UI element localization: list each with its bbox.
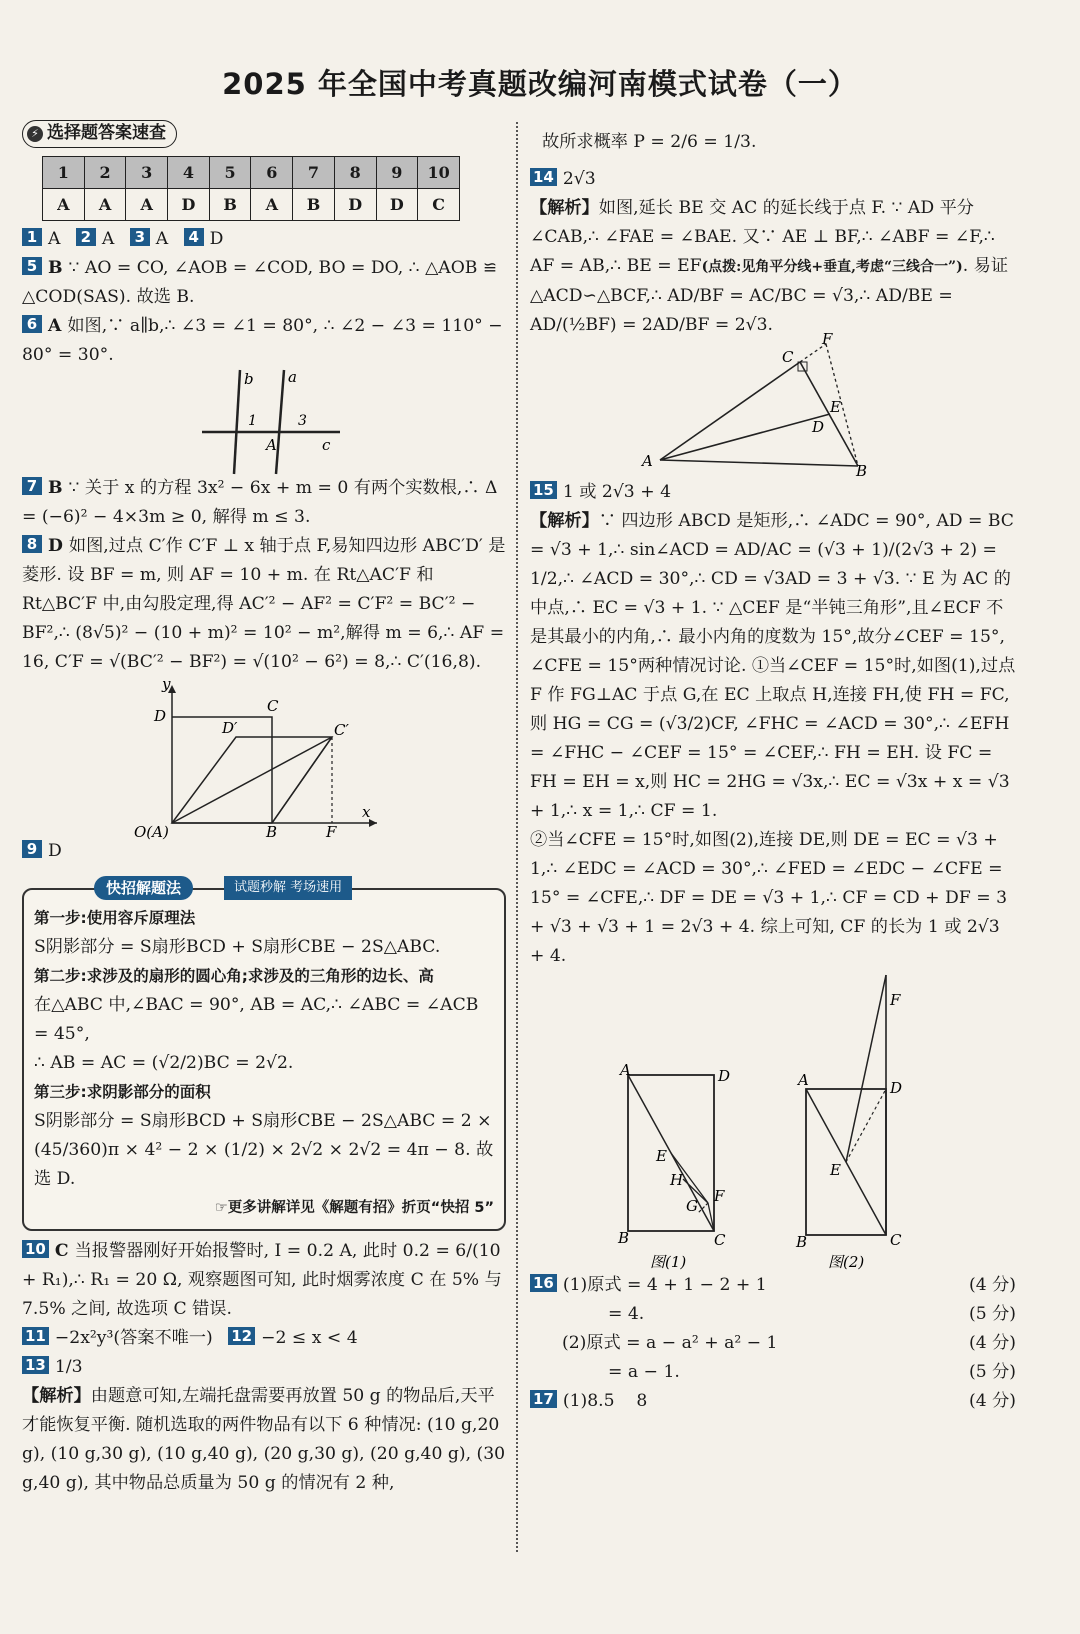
- question-number: 11: [22, 1327, 49, 1345]
- q9: [22, 837, 506, 866]
- step-2-text-a: 在△ABC 中,∠BAC = 90°, AB = AC,∴ ∠ABC = ∠ACB = 45°,: [34, 994, 479, 1044]
- answer: −2x²y³(答案不唯一): [54, 1327, 213, 1348]
- label-A: A: [266, 435, 277, 454]
- label-b: b: [244, 369, 254, 388]
- table-cell: C: [418, 188, 460, 220]
- answer: D: [209, 228, 224, 249]
- label-C-prime: C′: [334, 720, 349, 739]
- quick-answers-title: 选择题答案速查: [47, 123, 166, 143]
- fig2-caption: 图(2): [828, 1253, 865, 1271]
- label-D-prime: D′: [222, 718, 238, 737]
- fig2-label-B: B: [796, 1233, 808, 1251]
- q15-solution: [530, 507, 1016, 826]
- question-number: 9: [22, 840, 42, 858]
- answer-table-answers: [43, 188, 460, 220]
- answer: (1)8.5 8: [562, 1391, 648, 1411]
- solution-text: 如图,延长 BE 交 AC 的延长线于点 F. ∵ AD 平分 ∠CAB,∴ ∠FAE = ∠BAE. 又∵ AE ⊥ BF,∴ ∠ABF = ∠F,∴ AF = AB,∴ BE = EF: [530, 198, 995, 276]
- fig2-label-E: E: [830, 1161, 841, 1179]
- answer: A: [101, 228, 115, 249]
- q8: [22, 532, 506, 677]
- figure-q6: [22, 367, 506, 474]
- table-cell: 10: [418, 156, 460, 188]
- label-F: F: [822, 330, 833, 348]
- fig1-caption: 图(1): [650, 1253, 687, 1271]
- score: (5 分): [969, 1362, 1016, 1382]
- label-1: 1: [248, 412, 257, 429]
- step-text: (1)原式 = 4 + 1 − 2 + 1: [562, 1275, 767, 1295]
- answer-table: [42, 156, 460, 221]
- solution-text: 由题意可知,左端托盘需要再放置 50 g 的物品后,天平才能恢复平衡. 随机选取的两件物品有以下 6 种情况: (10 g,20 g), (10 g,30 g), (10 g,40 g), (20 g,30 g), (20 g,40 g), (30 g,40 g), 其中物品总质量为 50 g 的情况有 2 种,: [22, 1385, 506, 1493]
- q13: [22, 1353, 506, 1382]
- score: (4 分): [969, 1275, 1016, 1295]
- q16-line4: [530, 1358, 1016, 1387]
- solution-text: 如图,∵ a∥b,∴ ∠3 = ∠1 = 80°, ∴ ∠2 − ∠3 = 110° − 80° = 30°.: [22, 315, 503, 365]
- label-O: O(A): [134, 822, 169, 841]
- label-A: A: [642, 452, 653, 470]
- label-3: 3: [298, 412, 307, 429]
- question-number: 13: [22, 1356, 49, 1374]
- figure-q8: [22, 674, 506, 841]
- answer: A: [155, 228, 169, 249]
- answer: C: [54, 1240, 69, 1261]
- formula-1: S阴影部分 = S扇形BCD + S扇形CBE − 2S△ABC.: [34, 936, 441, 957]
- fig2-label-C: C: [890, 1231, 902, 1249]
- q13-solution: [22, 1382, 506, 1498]
- table-cell: 1: [43, 156, 85, 188]
- step-2-text-b: ∴ AB = AC = (√2/2)BC = 2√2.: [34, 1052, 294, 1073]
- table-cell: B: [209, 188, 251, 220]
- q17: [530, 1387, 1016, 1416]
- step-text: = a − 1.: [608, 1362, 680, 1382]
- fig2-label-F: F: [890, 991, 901, 1009]
- q14-solution: [530, 194, 1016, 340]
- q13-conclusion: 故所求概率 P = 2/6 = 1/3.: [542, 132, 757, 152]
- quick-method-footnote: [34, 1194, 494, 1223]
- table-cell: A: [43, 188, 85, 220]
- q14: [530, 165, 1016, 194]
- table-cell: 9: [376, 156, 418, 188]
- table-cell: D: [376, 188, 418, 220]
- left-column: [22, 118, 506, 1498]
- label-B: B: [856, 462, 868, 480]
- step-text: (2)原式 = a − a² + a² − 1: [562, 1333, 778, 1353]
- q11-q12: [22, 1324, 506, 1353]
- label-y: y: [162, 674, 171, 693]
- fig1-label-E: E: [656, 1147, 667, 1165]
- fig1-label-G: G: [686, 1197, 698, 1215]
- fig1-label-D: D: [718, 1067, 731, 1085]
- column-divider: [516, 122, 518, 1552]
- answer: A: [48, 228, 61, 249]
- label-D: D: [154, 706, 167, 725]
- answer: 1/3: [54, 1356, 83, 1377]
- answer: A: [48, 315, 62, 336]
- table-cell: 7: [293, 156, 335, 188]
- answer: 1 或 2√3 + 4: [562, 482, 672, 502]
- q10: [22, 1237, 506, 1324]
- fig2-label-D: D: [890, 1079, 903, 1097]
- q16-line2: [530, 1300, 1016, 1329]
- question-number: 14: [530, 168, 557, 186]
- fig1-label-C: C: [714, 1231, 726, 1249]
- question-number: 10: [22, 1240, 49, 1258]
- analysis-tag: 【解析】: [22, 1385, 91, 1406]
- table-cell: 8: [334, 156, 376, 188]
- page-title: 2025 年全国中考真题改编河南模式试卷（一）: [222, 67, 858, 101]
- answer: D: [48, 840, 62, 861]
- q15-solution-part2: ②当∠CFE = 15°时,如图(2),连接 DE,则 DE = EC = √3 + 1,∴ ∠EDC = ∠ACD = 30°,∴ ∠FED = ∠EDC − ∠CFE = 15° = ∠CFE,∴ DF = DE = √3 + 1,∴ CF = CD + DF = 3 + √3 + √3 + 1 = 2√3 + 4. 综上可知, CF 的长为 1 或 2√3 + 4.: [530, 830, 1008, 966]
- table-cell: 3: [126, 156, 168, 188]
- score: (4 分): [969, 1333, 1016, 1353]
- step-3: 第三步:求阴影部分的面积: [34, 1082, 211, 1101]
- solution-text: ∵ AO = CO, ∠AOB = ∠COD, BO = DO, ∴ △AOB ≌ △COD(SAS). 故选 B.: [22, 257, 498, 307]
- question-number: 3: [130, 228, 150, 246]
- q1-4-answers: [22, 225, 506, 254]
- answer: D: [48, 535, 63, 556]
- question-number: 17: [530, 1390, 557, 1408]
- step-2: 第二步:求涉及的扇形的圆心角;求涉及的三角形的边长、高: [34, 966, 434, 985]
- table-cell: A: [126, 188, 168, 220]
- label-c: c: [322, 435, 331, 454]
- quick-method-box: [22, 878, 506, 1231]
- answer: 2√3: [562, 169, 596, 189]
- step-text: = 4.: [608, 1304, 645, 1324]
- answer: −2 ≤ x < 4: [261, 1327, 358, 1348]
- question-number: 7: [22, 477, 42, 495]
- q16-line1: [530, 1271, 1016, 1300]
- label-D: D: [812, 418, 825, 436]
- solution-text: 当报警器刚好开始报警时, I = 0.2 A, 此时 0.2 = 6/(10 + R₁),∴ R₁ = 20 Ω, 观察题图可知, 此时烟雾浓度 C 在 5% 与 7.5% 之间, 故选项 C 错误.: [22, 1240, 502, 1319]
- question-number: 8: [22, 535, 42, 553]
- score: (5 分): [969, 1304, 1016, 1324]
- question-number: 12: [228, 1327, 255, 1345]
- answer: B: [48, 257, 63, 278]
- table-cell: D: [334, 188, 376, 220]
- fig1-label-F: F: [714, 1187, 725, 1205]
- right-column: [530, 128, 1016, 1416]
- question-number: 2: [76, 228, 96, 246]
- solution-text: 如图,过点 C′作 C′F ⊥ x 轴于点 F,易知四边形 ABC′D′ 是菱形. 设 BF = m, 则 AF = 10 + m. 在 Rt△AC′F 和 Rt△BC′F 中,由勾股定理,得 AC′² − AF² = C′F² = BC′² − BF²,∴ (8√5)² − (10 + m)² = 10² − m²,解得 m = 6,∴ AF = 16, C′F = √(BC′² − BF²) = √(10² − 6²) = 8,∴ C′(16,8).: [22, 535, 506, 672]
- analysis-tag: 【解析】: [530, 198, 599, 218]
- answer-table-numbers: [43, 156, 460, 188]
- table-cell: 6: [251, 156, 293, 188]
- analysis-tag: 【解析】: [530, 511, 599, 531]
- q5: [22, 254, 506, 312]
- q16-line3: [530, 1329, 1016, 1358]
- quick-method-label: 快招解题法: [94, 876, 193, 900]
- label-C: C: [782, 348, 794, 366]
- fig1-label-B: B: [618, 1229, 630, 1247]
- question-number: 15: [530, 481, 557, 499]
- solution-text: ∵ 关于 x 的方程 3x² − 6x + m = 0 有两个实数根,∴ Δ = (−6)² − 4×3m ≥ 0, 解得 m ≤ 3.: [22, 477, 498, 527]
- step-1: 第一步:使用容斥原理法: [34, 908, 196, 927]
- label-B: B: [266, 822, 278, 841]
- solution-text-2: . 易证△ACD∽△BCF,∴ AD/BF = AC/BC = √3,∴ AD/BE = AD/(½BF) = 2AD/BF = 2√3.: [530, 256, 1009, 335]
- table-cell: 5: [209, 156, 251, 188]
- question-number: 4: [184, 228, 204, 246]
- label-a: a: [288, 367, 297, 386]
- table-cell: A: [251, 188, 293, 220]
- formula-3: S阴影部分 = S扇形BCD + S扇形CBE − 2S△ABC = 2 × (45/360)π × 4² − 2 × (1/2) × 2√2 × 2√2 = 4π − 8. 故选 D.: [34, 1110, 494, 1189]
- fig1-label-H: H: [670, 1171, 684, 1189]
- question-number: 6: [22, 315, 42, 333]
- table-cell: A: [84, 188, 126, 220]
- label-x: x: [362, 802, 371, 821]
- solution-text: ∵ 四边形 ABCD 是矩形,∴ ∠ADC = 90°, AD = BC = √3 + 1,∴ sin∠ACD = AD/AC = (√3 + 1)/(2√3 + 2) = 1/2,∴ ∠ACD = 30°,∴ CD = √3AD = 3 + √3. ∵ E 为 AC 的中点,∴ EC = √3 + 1. ∵ △CEF 是“半钝三角形”,且∠ECF 不是其最小的内角,∴ 最小内角的度数为 15°,故分∠CEF = 15°, ∠CFE = 15°两种情况讨论. ①当∠CEF = 15°时,如图(1),过点 F 作 FG⊥AC 于点 G,在 EC 上取点 H,连接 FH,使 FH = FC,则 HG = CG = (√3/2)CF, ∠FHC = ∠ACD = 30°,∴ ∠EFH = ∠FHC − ∠CEF = 15° = ∠CEF,∴ FH = EH. 设 FC = FH = EH = x,则 HC = 2HG = √3x,∴ EC = √3x + x = √3 + 1,∴ x = 1,∴ CF = 1.: [530, 511, 1016, 821]
- question-number: 5: [22, 257, 42, 275]
- hint-note: (点拨:见角平分线+垂直,考虑“三线合一”): [701, 259, 963, 275]
- table-cell: D: [168, 188, 210, 220]
- hand-pointer-icon: ☞: [214, 1199, 228, 1216]
- label-C: C: [267, 696, 279, 715]
- fig1-label-A: A: [620, 1061, 631, 1079]
- quick-method-subtitle: 试题秒解 考场速用: [224, 876, 352, 900]
- quick-answers-heading: [22, 120, 177, 148]
- label-E: E: [830, 398, 841, 416]
- table-cell: 4: [168, 156, 210, 188]
- question-number: 1: [22, 228, 42, 246]
- fig2-label-A: A: [798, 1071, 809, 1089]
- q6: [22, 312, 506, 370]
- score: (4 分): [969, 1391, 1016, 1411]
- q7: [22, 474, 506, 532]
- answer: B: [48, 477, 63, 498]
- figure-q14: [530, 330, 1016, 480]
- table-cell: 2: [84, 156, 126, 188]
- table-cell: B: [293, 188, 335, 220]
- question-number: 16: [530, 1274, 557, 1292]
- lightning-icon: ⚡: [27, 126, 43, 142]
- q15: [530, 478, 1016, 507]
- label-F: F: [326, 822, 337, 841]
- figure-q15: [530, 971, 1016, 1271]
- footnote-text: 更多讲解详见《解题有招》折页“快招 5”: [227, 1199, 494, 1216]
